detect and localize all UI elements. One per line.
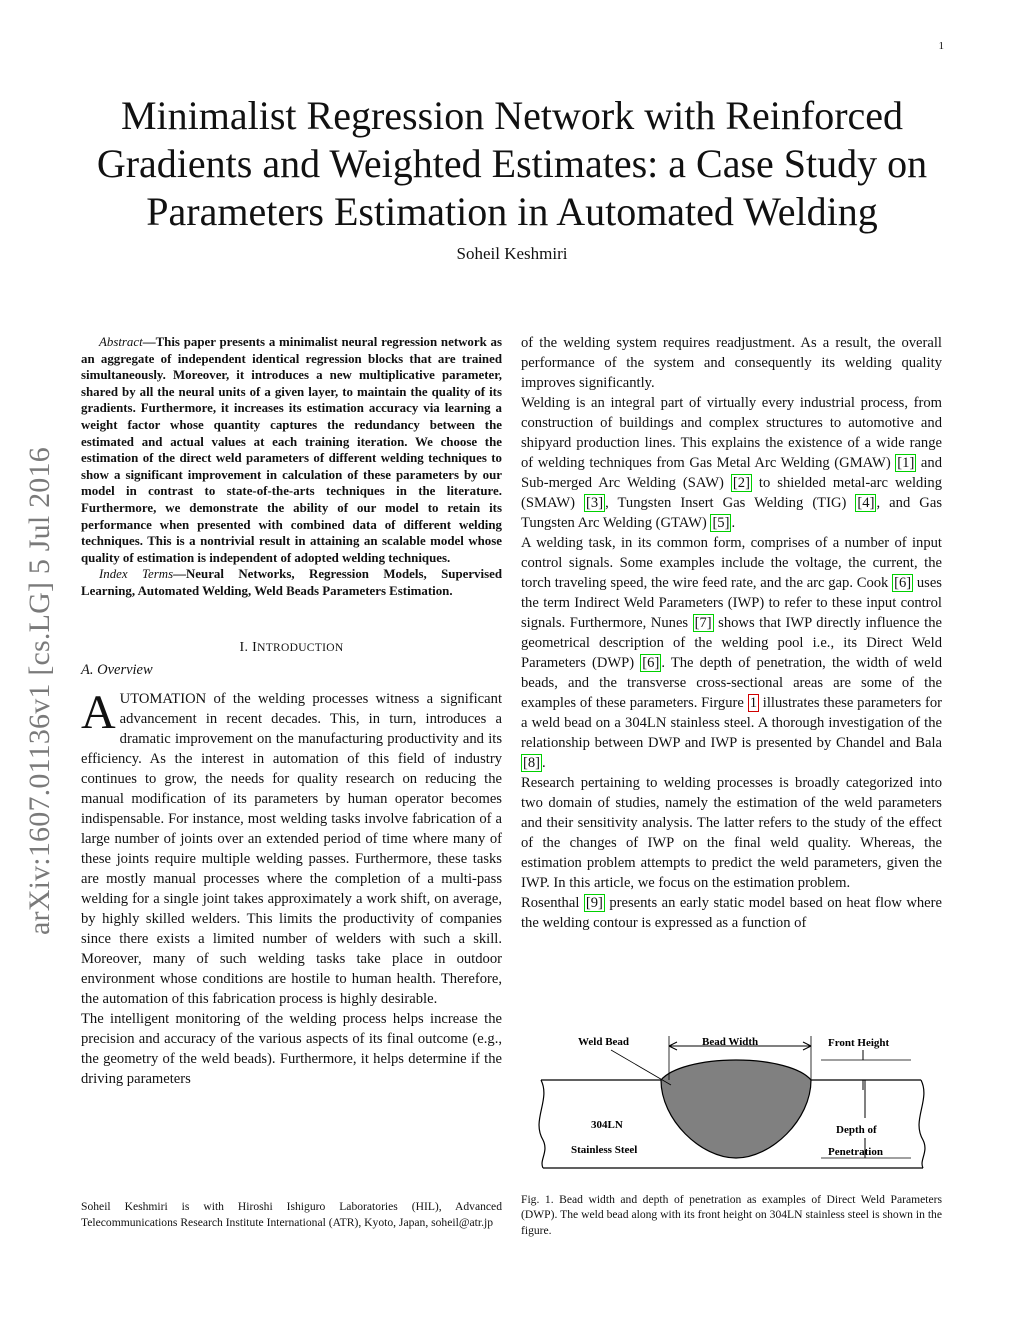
- section-heading: [81, 640, 502, 656]
- paper-title: Minimalist Regression Network with Reinforced Gradients and Weighted Estimates: a Case Study on Parameters Estimation in Automated Welding: [96, 93, 928, 234]
- page-number: 1: [938, 40, 944, 52]
- left-break-edge: [539, 1080, 545, 1168]
- weld-bead-figure: [521, 1030, 942, 1180]
- text: .: [731, 515, 736, 531]
- intro-paragraph-1-text: UTOMATION of the welding processes witness a significant advancement in recent decades. This, in turn, introduces a dramatic improvement on the manufacturing productivity and its efficiency. As the interest in automation of this field of industry continues to grow, the needs for quality research on reducing the manual modification of its parameters by human operator becomes indispensable. For instance, most welding tasks involve fabrication of a large number of joints over an extended period of time where many of these joints require multiple welding passes. Furthermore, these tasks are mostly manual processes where the completion of a multi-pass welding for a single joint takes approximately a work shift, on average, by highly skilled welders. This limits the productivity of companies since there exists a limited number of welders with such a skill. Moreover, many of such welding tasks take place in outdoor environment whose conditions are hostile to human health. Therefore, the automation of this fabrication process is highly desirable.: [81, 690, 502, 1007]
- figure-caption: Fig. 1. Bead width and depth of penetration as examples of Direct Weld Parameters (DWP). The weld bead along with its front height on 304LN stainless steel is shown in the figure.: [521, 1193, 942, 1237]
- citation-link[interactable]: [5]: [712, 515, 730, 531]
- text: and Sub-merged Arc Welding (SAW): [521, 455, 942, 491]
- right-paragraph-0: of the welding system requires readjustment. As a result, the overall performance of the system and consequently its welding quality improves significantly.: [521, 335, 942, 391]
- text: uses the term Indirect Weld Parameters (IWP) to refer to these input control signals. Furthermore, Nunes: [521, 575, 942, 631]
- label-front-height: Front Height: [828, 1037, 890, 1049]
- intro-paragraph-2: The intelligent monitoring of the welding process helps increase the precision and accuracy of the various aspects of its final outcome (e.g., the geometry of the weld beads). Furthermore, it helps determine if the driving parameters: [81, 1010, 502, 1087]
- citation-link[interactable]: [2]: [732, 475, 750, 491]
- abstract: [81, 334, 502, 600]
- text: . The depth of penetration, the width of weld beads, and the transverse cross-sectional areas are some of the examples of these parameters. Firgure: [521, 655, 943, 711]
- label-depth-2: Penetration: [828, 1146, 883, 1158]
- right-paragraph-4: [521, 893, 942, 933]
- citation-link[interactable]: [3]: [586, 495, 604, 511]
- text: , and Gas Tungsten Arc Welding (GTAW): [521, 495, 942, 531]
- text: A welding task, in its common form, comprises of a number of input control signals. Some examples include the voltage, the current, the torch traveling speed, the wire feed rate, and the arc gap. Cook: [521, 535, 942, 591]
- right-column: [521, 333, 942, 933]
- author-name: Soheil Keshmiri: [456, 244, 568, 263]
- index-terms-label: Index Terms: [99, 567, 174, 582]
- text: shows that IWP directly influence the geometrical description of the welding pool i.e., its Direct Weld Parameters (DWP): [521, 615, 942, 671]
- arxiv-stamp: arXiv:1607.01136v1 [cs.LG] 5 Jul 2016: [23, 447, 56, 935]
- text: Rosenthal: [521, 895, 584, 911]
- index-terms-text: —Neural Networks, Regression Models, Supervised Learning, Automated Welding, Weld Beads Parameters Estimation.: [81, 567, 502, 598]
- text: presents an early static model based on heat flow where the welding contour is expressed as a function of: [521, 895, 942, 931]
- label-weld-bead: Weld Bead: [578, 1036, 630, 1048]
- right-break-edge: [919, 1080, 925, 1168]
- label-material-2: Stainless Steel: [571, 1144, 638, 1156]
- weld-bead-shape: [661, 1060, 811, 1158]
- citation-link[interactable]: [1]: [897, 455, 915, 471]
- subsection-heading: A. Overview: [81, 661, 153, 678]
- intro-paragraph-1: [81, 685, 502, 1009]
- text: illustrates these parameters for a weld bead on a 304LN stainless steel. A thorough investigation of the relationship between DWP and IWP is presented by Chandel and Bala: [521, 695, 942, 751]
- label-material-1: 304LN: [591, 1119, 623, 1131]
- author-footnote: Soheil Keshmiri is with Hiroshi Ishiguro Laboratories (HIL), Advanced Telecommunications Research Institute International (ATR), Kyoto, Japan, soheil@atr.jp: [81, 1200, 502, 1229]
- left-column: [81, 334, 502, 1089]
- citation-link[interactable]: [6]: [894, 575, 912, 591]
- section-number: I.: [239, 639, 249, 655]
- text: .: [542, 755, 546, 771]
- label-depth-1: Depth of: [836, 1124, 877, 1136]
- label-bead-width: Bead Width: [702, 1036, 759, 1048]
- section-title-first: I: [252, 639, 258, 655]
- citation-link[interactable]: [4]: [857, 495, 875, 511]
- text: , Tungsten Insert Gas Welding (TIG): [605, 495, 856, 511]
- section-title-rest: NTRODUCTION: [257, 641, 344, 654]
- right-paragraph-3: Research pertaining to welding processes is broadly categorized into two domain of studies, namely the estimation of the weld parameters and their sensitivity analysis. The latter refers to the study of the effect of the changes of IWP on the final weld quality. Whereas, the estimation problem attempts to predict the weld parameters, given the IWP. In this article, we focus on the estimation problem.: [521, 775, 942, 891]
- citation-link[interactable]: [9]: [585, 895, 603, 911]
- text: to shielded metal-arc welding (SMAW): [521, 475, 942, 511]
- text: Welding is an integral part of virtually every industrial process, from construction of buildings and complex structures to automotive and shipyard production lines. This explains the existence of a wide range of welding techniques from Gas Metal Arc Welding (GMAW): [521, 395, 942, 471]
- figure-link[interactable]: 1: [749, 695, 757, 711]
- right-paragraph-2: [521, 533, 942, 773]
- citation-link[interactable]: [8]: [523, 755, 541, 771]
- front-height-guides: [821, 1060, 911, 1080]
- abstract-text: —This paper presents a minimalist neural regression network as an aggregate of independent identical regression blocks that are trained simultaneously. Moreover, it introduces a new multiplicative parameter, shared by all the neural units of a given layer, to maintain the quality of its gradients. Furthermore, it increases its estimation accuracy via learning a weight factor whose quantity captures the redundancy between the estimated and actual values at each training iteration. We choose the estimation of the direct weld parameters of different welding techniques to show a significant improvement in calculation of these parameters by our model in contrast to state-of-the-arts techniques in the literature. Furthermore, we demonstrate the ability of our model to retain its performance when presented with combined data of different welding techniques. This is a nontrivial result in attaining an scalable model whose quality of estimation is independent of adopted welding techniques.: [81, 335, 502, 565]
- drop-cap: A: [81, 685, 116, 739]
- citation-link[interactable]: [6]: [642, 655, 660, 671]
- abstract-label: Abstract: [99, 335, 143, 349]
- right-paragraph-1: [521, 393, 942, 533]
- citation-link[interactable]: [7]: [694, 615, 712, 631]
